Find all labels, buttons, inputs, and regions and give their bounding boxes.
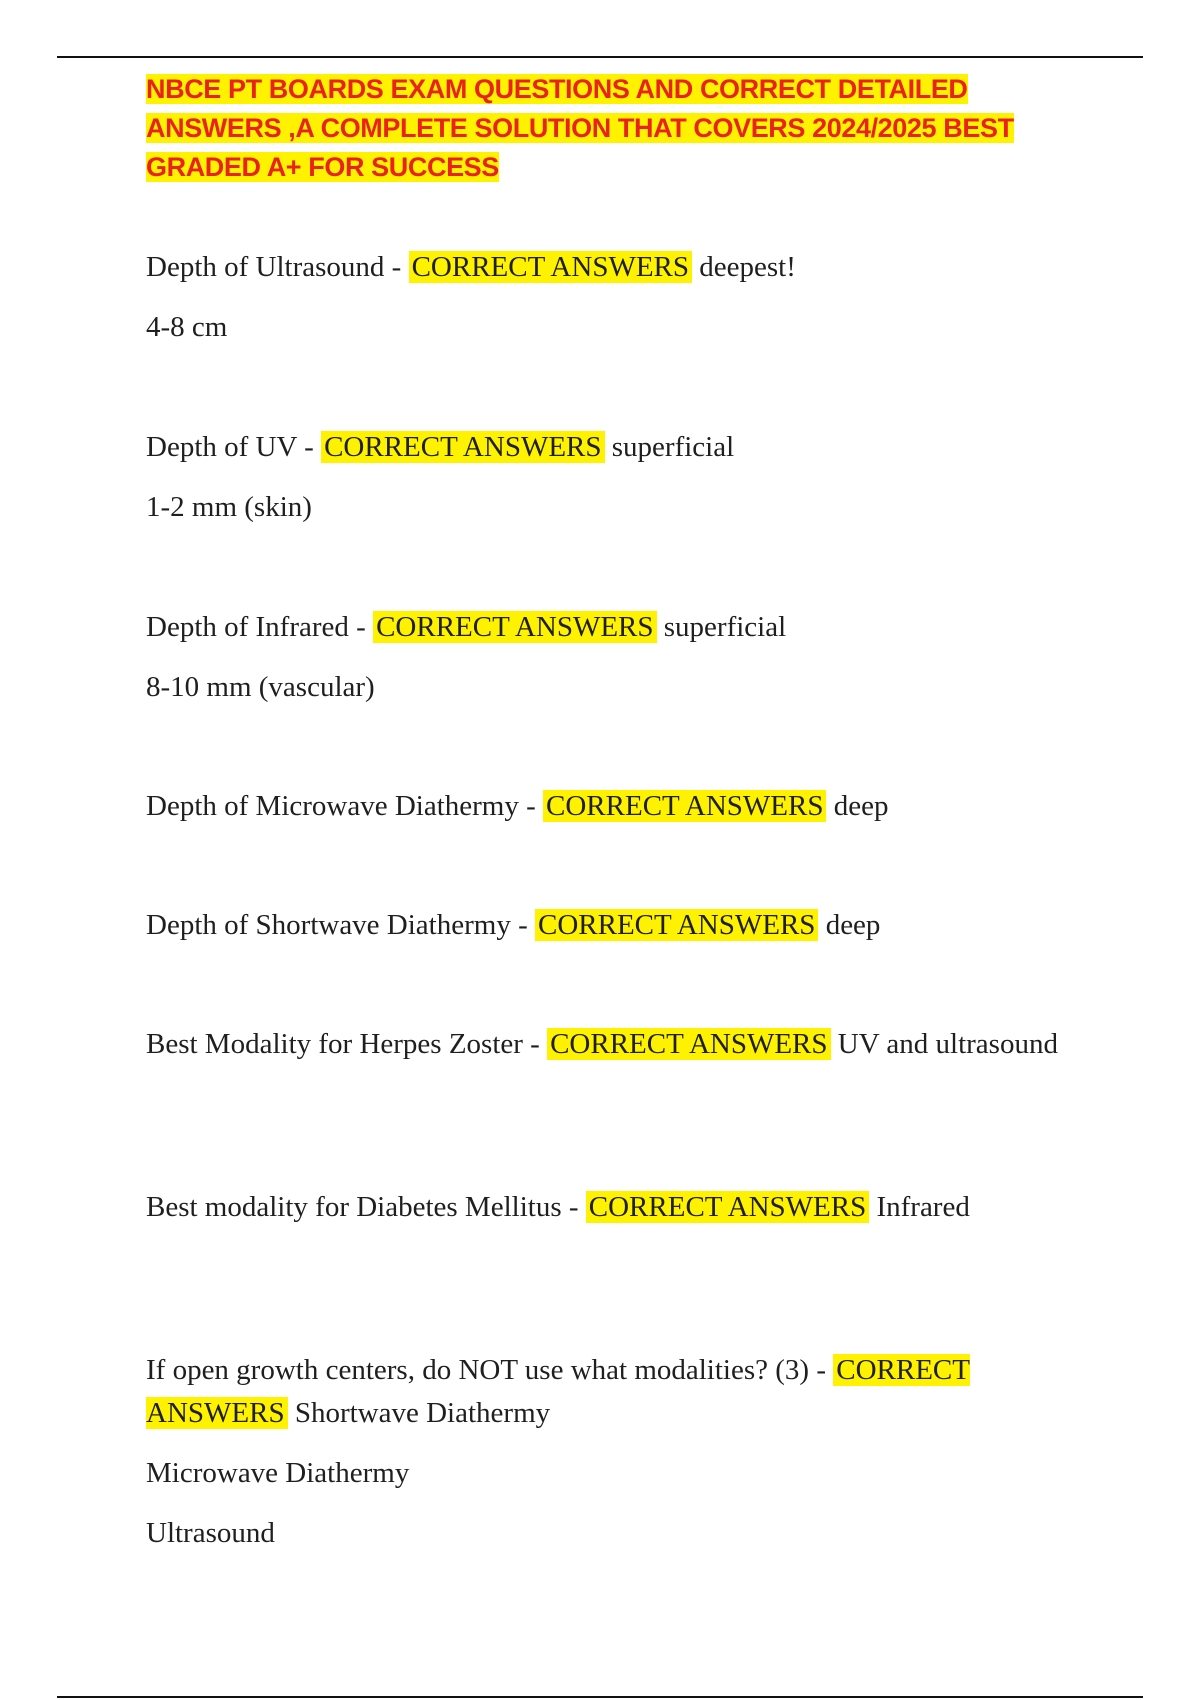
correct-answers-marker: CORRECT ANSWERS xyxy=(535,909,818,941)
answer-detail: 1-2 mm (skin) xyxy=(146,491,312,523)
question-text: Best Modality for Herpes Zoster - xyxy=(146,1028,540,1060)
answer-detail: Microwave Diathermy xyxy=(146,1457,410,1489)
answer-text: superficial xyxy=(611,431,735,463)
correct-answers-marker: CORRECT ANSWERS xyxy=(373,611,656,643)
qa-item-ultrasound-depth xyxy=(146,246,1066,349)
correct-answers-marker: CORRECT ANSWERS xyxy=(586,1191,869,1223)
correct-answers-marker: CORRECT ANSWERS xyxy=(321,431,604,463)
document-title xyxy=(146,70,1046,187)
question-text: Depth of Ultrasound - xyxy=(146,251,402,283)
correct-answers-marker: CORRECT ANSWERS xyxy=(543,790,826,822)
qa-item-microwave-diathermy-depth xyxy=(146,785,1066,828)
question-text: Depth of Shortwave Diathermy - xyxy=(146,909,528,941)
question-text: Depth of UV - xyxy=(146,431,314,463)
qa-item-infrared-depth xyxy=(146,606,1066,709)
answer-text: Shortwave Diathermy xyxy=(294,1397,551,1429)
answer-detail: 8-10 mm (vascular) xyxy=(146,671,375,703)
answer-detail: 4-8 cm xyxy=(146,311,228,343)
bottom-rule xyxy=(57,1696,1143,1698)
answer-text: deepest! xyxy=(699,251,796,283)
answer-text: superficial xyxy=(663,611,787,643)
question-text: Depth of Infrared - xyxy=(146,611,366,643)
answer-text: Infrared xyxy=(876,1191,970,1223)
document-title-text: NBCE PT BOARDS EXAM QUESTIONS AND CORRECT DETAILED ANSWERS ,A COMPLETE SOLUTION THAT COVERS 2024/2025 BEST GRADED A+ FOR SUCCESS xyxy=(146,74,1014,182)
correct-answers-marker: CORRECT ANSWERS xyxy=(409,251,692,283)
question-text: Best modality for Diabetes Mellitus - xyxy=(146,1191,579,1223)
qa-item-diabetes-mellitus xyxy=(146,1186,1066,1229)
correct-answers-marker: CORRECT ANSWERS xyxy=(146,1354,970,1429)
answer-text: deep xyxy=(833,790,889,822)
qa-item-herpes-zoster xyxy=(146,1023,1066,1066)
question-text: Depth of Microwave Diathermy - xyxy=(146,790,536,822)
answer-detail: Ultrasound xyxy=(146,1517,275,1549)
answer-text: UV and ultrasound xyxy=(837,1028,1058,1060)
question-text: If open growth centers, do NOT use what modalities? (3) - xyxy=(146,1354,826,1386)
top-rule xyxy=(57,56,1143,58)
qa-item-uv-depth xyxy=(146,426,1066,529)
qa-item-shortwave-diathermy-depth xyxy=(146,904,1066,947)
answer-text: deep xyxy=(825,909,881,941)
correct-answers-marker: CORRECT ANSWERS xyxy=(547,1028,830,1060)
qa-item-open-growth-centers xyxy=(146,1349,1066,1555)
